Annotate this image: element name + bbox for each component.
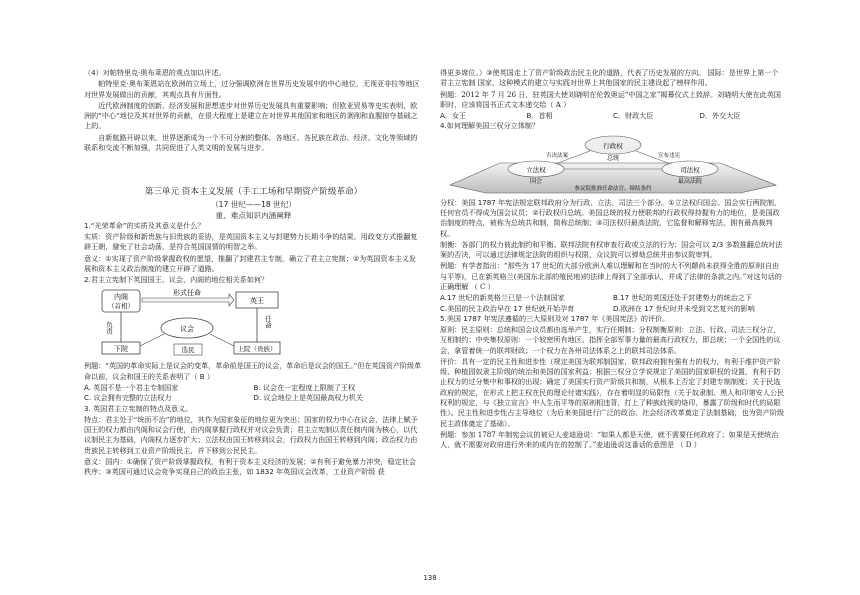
- lords-parliament-line: [210, 334, 234, 346]
- example-1: 例题：“英国的革命实际上是议会的变革，革命前是国王的议会，革命后是议会的国王。”但在英国资产阶级革命以前，议会和国王的关系表明了（ B ）: [84, 361, 422, 381]
- appoint-label: 任命: [264, 315, 272, 329]
- example-3-option-a: A.17 世纪的新英格兰已是一个法制国家: [440, 293, 565, 303]
- court-label: 最高法院: [677, 177, 703, 185]
- example-2-options: [440, 111, 786, 121]
- example-3-option-b: B.17 世纪的英国还处于封建势力的统治之下: [613, 293, 752, 303]
- answer-5-evaluation: 评价：具有一定的民主性和进步性（规定美国为联邦制国家，联邦政府拥有强有力的权力，有利于维护资产阶级、种植园奴隶主阶级的统治和美国的国家利益；根据三权分立学说规定了美国的国家职权的设置，有利于防止权力的过分集中和事权的出现；确定了美国实行资产阶级共和制，从根本上否定了封建专制制度；关于民选政府的规定，在形式上把主权在民的理论付诸实践），存在着明显的局限性（关于奴隶制、黑人和印第安人公民权利的规定，与《独立宣言》中人生而平等的原则相违背，打上了种族歧视的烙印，暴露了阶级和时代的局限性）。民主性和进步性占主导地位（为后来美国进行广泛的政治、社会经济改革奠定了法制基础，也为资产阶级民主政体奠定了基础）。: [440, 356, 785, 428]
- paragraph-world: 自新航路开辟以来，世界逐渐成为一个不可分割的整体。各地区、各民族在政治、经济、文化等领域的联系和交流不断加强，共同促进了人类文明的发展与进步。: [84, 132, 418, 152]
- answer-3-features: 特点：君主处于“统而不治”的地位，其作为国家象征的地位更为突出；国家的权力中心在议会，法律上赋予国王的权力都由内阁和议会行使，由内阁掌握行政权并对议会负责；君主立宪制以责任制内阁为核心，以代议制民主为基础，内阁权力逐步扩大；立法权由国王转移到议会，行政权力由国王转移到内阁；政治权力由贵族民主转移到工业资产阶级民主，并下移到公民民主。: [84, 414, 418, 455]
- example-3-options-row2: [440, 304, 786, 314]
- example-1-option-b: B. 议会在一定程度上限制了王权: [253, 382, 356, 392]
- left-column: [84, 68, 423, 478]
- page-number: 138: [423, 574, 437, 582]
- paragraph-europe: 近代欧洲制度的创新、经济发展和思想进步对世界历史发展具有重要影响；但欧亚贸易等史实表明，欧洲的“中心”地位及其对世界的贡献，在很大程度上是建立在对世界其他国家和地区的剥削和血腥掠夺基础之上的。: [84, 100, 418, 131]
- commons-parliament-line: [140, 334, 164, 346]
- question-1: 1.“光荣革命”的实质及其意义是什么？: [84, 220, 205, 230]
- question-4-us: 4.如何理解美国三权分立体制？: [440, 121, 539, 131]
- example-1-options-row1: [84, 383, 423, 393]
- answer-5-principles: 原则：民主原则：总统和国会议员都由选举产生，实行任期制；分权制衡原则：立法、行政、司法三权分立，互相制约；中央集权原则：一个较密所有地区、指挥全部军事力量的最高行政权力，即总统；一个全国性的议会，拿管着统一的联邦财政；一个权力在各州司法体系之上的联邦司法体系。: [440, 325, 781, 355]
- cabinet-label: 内阁: [114, 293, 128, 302]
- answer-3-continued: 得更多席位。）③使英国走上了资产阶级政治民主化的道路，代表了历史发展的方向。 国际：是世界上第一个 君主立宪制 国家，这种模式的建立与实践对世界上其他国家的民主建设起了榜样作用。: [440, 68, 779, 88]
- responsible-label: 负责: [105, 321, 113, 335]
- example-3-option-c: C.美国的民主政治早在 17 世纪就开始孕育: [440, 303, 575, 313]
- premier-label: （首相）: [108, 302, 134, 311]
- unit-subtitle: 重、难点知识内涵阐释: [215, 210, 292, 220]
- example-1-option-c: C. 议会拥有完整的立法权力: [84, 393, 172, 403]
- example-2-option-c: C．财政大臣: [613, 111, 654, 121]
- bottom-note: 参议院批准任命法官、缔结条约: [574, 185, 652, 192]
- note-right: 宣布违宪: [658, 152, 681, 159]
- paragraph-obrien: 帕特里克·奥布莱恩站在欧洲的立场上，过分强调欧洲在世界历史发展中的中心地位，无视亚非拉等地区对世界发展做出的贡献，其观点具有片面性。: [84, 79, 420, 99]
- question-3: 3. 英国君主立宪制的特点及意义。: [84, 403, 193, 413]
- example-1-options-row2: [84, 393, 423, 403]
- example-2-option-b: B．首相: [526, 111, 553, 121]
- question-4: （4）对帕特里克·奥布莱恩的观点加以评述。: [84, 68, 226, 77]
- form-appoint-label: 形式任命: [173, 289, 201, 298]
- question-5: 5.美国 1787 年宪法遵循的三大原则及对 1787 年《美国宪法》的评价。: [440, 313, 670, 323]
- example-4: 例题：参加 1787 年制宪会议的被记人麦迪逊说：“如果人都是天使，就不需要任何政府了；如果是天使统治人，就不需要对政府进行外来的或内在的控制了。”麦迪逊说这番话的意图是 （ D ）: [440, 429, 779, 450]
- example-2: 例题：2012 年 7 月 26 日，驻英国大使刘晓明在伦敦奥运“中国之家”揭幕仪式上致辞。刘晓明大使在此英国职时，应该将国书正式文本递交给（ A ）: [440, 89, 781, 109]
- unit-title: 第三单元 资本主义发展（手工工场和早期资产阶级革命）: [144, 187, 363, 198]
- answer-4-separation: 分权：美国 1787 年宪法规定联邦政府分为行政、立法、司法三个部分。①立法权归国会。国会实行两院制，任何官员不得成为国会议员；②行政权归总统。美国总统的权力使联邦的行政权得持握有力的地位，是美国政治制度的特点，被称为总统共和制，简称总统制；③司法权归最高法院，它监督和解释宪法，拥有最高裁判权。: [440, 197, 782, 238]
- example-3: 例题：有学者指出：“那些为 17 世纪的大部分欧洲人难以理解和在当时的大不列颠尚未获得全胜的原则(自由与平等)，已在新英格兰(美国东北部的殖民地)的法律上得到了全部承认，并成了法律的条款之内。”对这句话的正确理解 （ C ）: [440, 261, 782, 291]
- answer-1-significance: 意义：①实现了资产阶级掌握政权的愿望，推翻了封建君主专制，确立了君主立宪制；②为英国资本主义发展和资本主义政治制度的建立开辟了道路。: [84, 253, 416, 273]
- congress-label: 国会: [529, 177, 543, 185]
- example-1-option-d: D. 议会地位上是英国最高权力机关: [253, 393, 363, 403]
- uk-constitution-diagram: [84, 286, 423, 358]
- example-3-option-d: D.欧洲在 17 世纪时并未受到文艺复兴的影响: [613, 303, 755, 313]
- executive-label: 行政权: [603, 141, 623, 150]
- example-1-option-a: A. 英国不是一个君主专制国家: [84, 382, 179, 392]
- house-commons-label: 下院: [114, 345, 128, 354]
- answer-4-checks: 制衡：各部门的权力彼此制约和平衡。联邦法院有权审查行政或立法的行为；国会可以 2/3 多数推翻总统对法案的否决，可以通过法律规定法院的组织与权限，众议院可以弹劾总统并由参议院审判。: [440, 239, 783, 260]
- king-label: 英王: [250, 297, 264, 306]
- parliament-label: 议会: [180, 325, 194, 334]
- answer-3-significance: 意义：国内：①确保了资产阶级掌握政权，有利于资本主义经济的发展；②有利于避免暴力冲突，稳定社会秩序；③英国可通过议会竞争实现自己的政治主张，如 1832 年英国议会改革，工业资产阶级 获: [84, 456, 416, 477]
- example-3-options-row1: [440, 293, 786, 303]
- legislative-label: 立法权: [526, 165, 546, 174]
- president-label: 总统: [606, 154, 620, 162]
- right-column: [440, 68, 786, 451]
- house-lords-label: 上院（贵族）: [237, 345, 277, 354]
- answer-1-essence: 实质：资产阶级和新贵族与旧贵族的妥协，是英国资本主义与封建势力长期斗争的结果。用政变方式推翻复辟王朝，避免了社会动荡，是符合英国国情的明智之举。: [84, 231, 418, 252]
- note-left: 否决法案: [545, 152, 568, 159]
- question-2: 2.君主立宪制下英国国王、议会、内阁的地位相关系如何？: [84, 275, 269, 285]
- election-label: 选民: [181, 346, 195, 355]
- unit-period: （17 世纪——18 世纪）: [211, 199, 296, 209]
- us-separation-diagram: [440, 133, 786, 195]
- judicial-label: 司法权: [680, 165, 700, 174]
- example-2-option-a: A．女王: [440, 111, 467, 121]
- example-2-option-d: D．外交大臣: [699, 111, 741, 121]
